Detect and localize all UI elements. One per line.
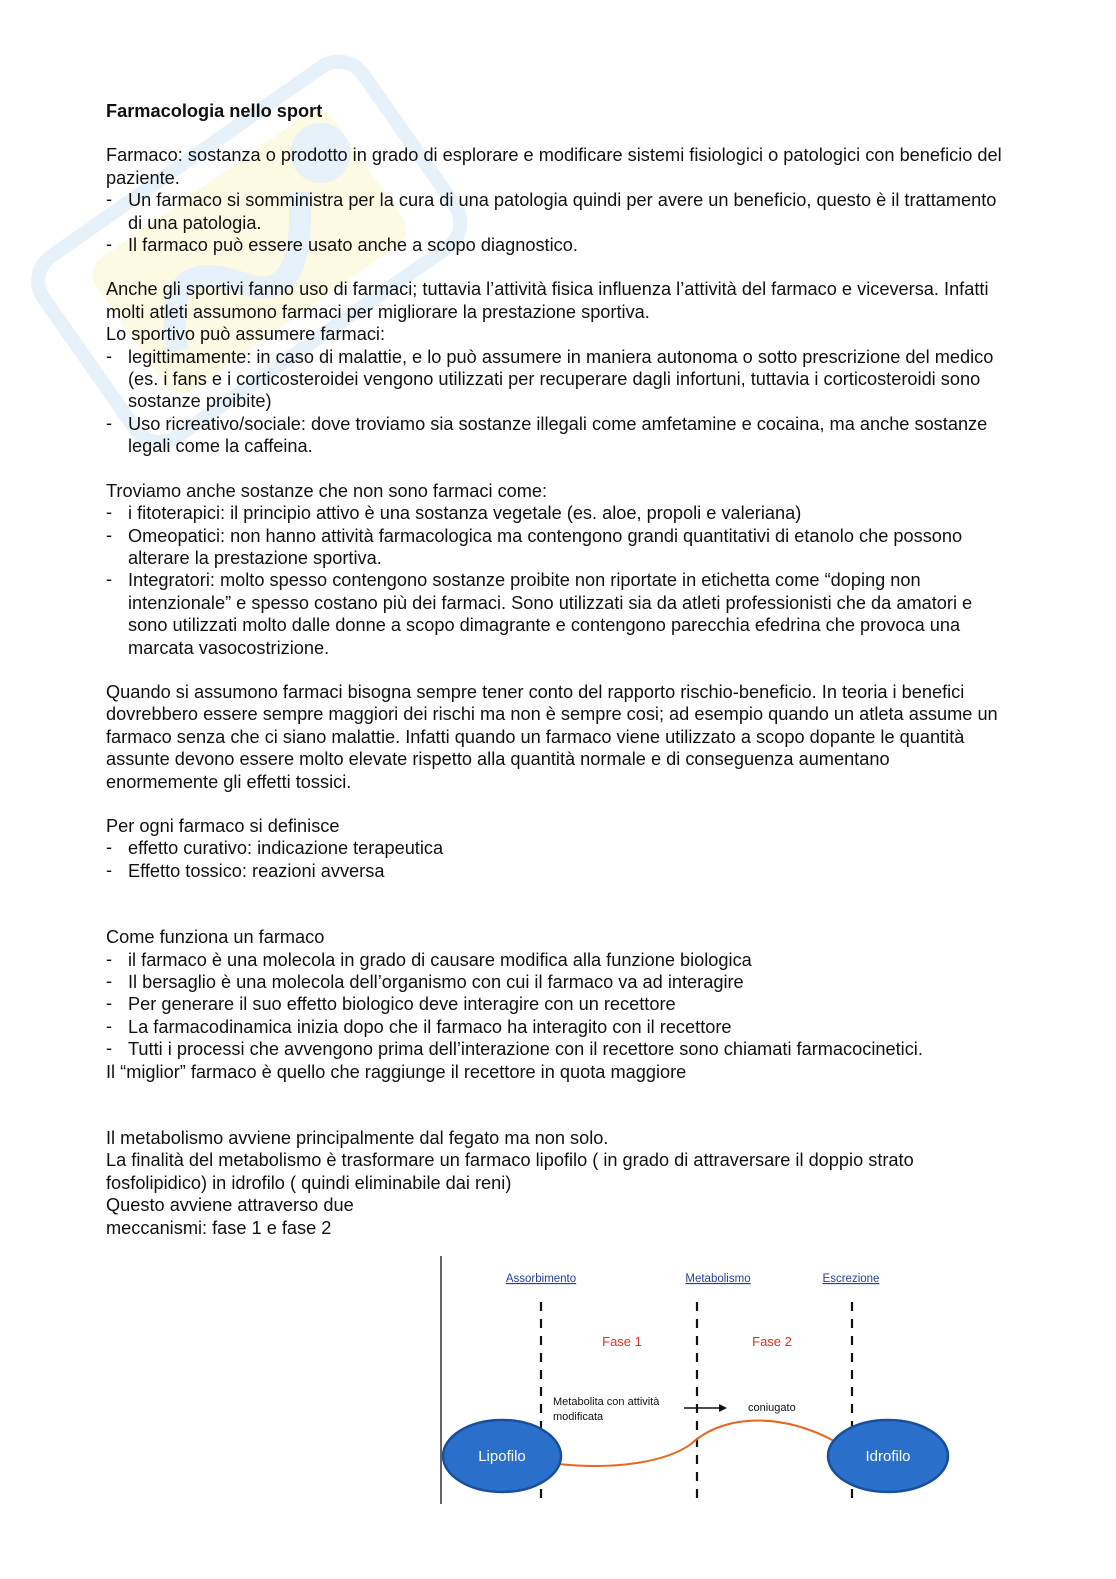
bullet-list bbox=[106, 346, 1006, 458]
paragraph: Anche gli sportivi fanno uso di farmaci; tuttavia l’attività fisica influenza l’attività del farmaco e viceversa. Infatti molti atleti assumono farmaci per migliorare la prestazione sportiva. bbox=[106, 279, 989, 322]
coniugato-label: coniugato bbox=[748, 1402, 796, 1414]
column-label-metabolismo: Metabolismo bbox=[685, 1273, 751, 1285]
paragraph: Lo sportivo può assumere farmaci: bbox=[106, 324, 386, 345]
fase1-label: Fase 1 bbox=[602, 1334, 642, 1349]
list-item: - Il farmaco può essere usato anche a scopo diagnostico. bbox=[106, 234, 1006, 256]
section-funziona bbox=[106, 926, 1006, 1083]
idrofilo-label: Idrofilo bbox=[865, 1448, 911, 1465]
fase2-label: Fase 2 bbox=[752, 1334, 792, 1349]
list-item: - il farmaco è una molecola in grado di causare modifica alla funzione biologica bbox=[106, 949, 1006, 971]
paragraph: Per ogni farmaco si definisce bbox=[106, 815, 340, 836]
list-item: - Il bersaglio è una molecola dell’organismo con cui il farmaco va ad interagire bbox=[106, 971, 1006, 993]
column-label-assorbimento: Assorbimento bbox=[505, 1273, 577, 1285]
list-item: - Un farmaco si somministra per la cura di una patologia quindi per avere un beneficio, questo è il trattamento di una patologia. bbox=[106, 189, 1006, 234]
paragraph: Questo avviene attraverso due bbox=[106, 1195, 354, 1216]
paragraph: Farmaco: sostanza o prodotto in grado di esplorare e modificare sistemi fisiologici o patologici con beneficio del paziente. bbox=[106, 145, 1002, 188]
list-item: - Uso ricreativo/sociale: dove troviamo sia sostanze illegali come amfetamine e cocaina, ma anche sostanze legali come la caffeina. bbox=[106, 413, 1006, 458]
arrow-head-icon bbox=[719, 1404, 727, 1412]
lipofilo-label: Lipofilo bbox=[478, 1448, 526, 1465]
metabolita-label-line2: modificata bbox=[553, 1411, 604, 1423]
section-sportivi bbox=[106, 278, 1006, 457]
list-item: - Tutti i processi che avvengono prima dell’interazione con il recettore sono chiamati farmacocinetici. bbox=[106, 1038, 1006, 1060]
document-body bbox=[106, 100, 1006, 1239]
list-item: - La farmacodinamica inizia dopo che il farmaco ha interagito con il recettore bbox=[106, 1016, 1006, 1038]
list-item: - Effetto tossico: reazioni avversa bbox=[106, 860, 1006, 882]
document-title: Farmacologia nello sport bbox=[106, 101, 323, 121]
section-rischio bbox=[106, 681, 1006, 793]
metabolism-diagram bbox=[436, 1252, 956, 1512]
section-intro bbox=[106, 144, 1006, 256]
bullet-list bbox=[106, 949, 1006, 1061]
paragraph: Quando si assumono farmaci bisogna sempre tener conto del rapporto rischio-beneficio. In teoria i benefici dovrebbero essere sempre maggiori dei rischi ma non è sempre cosi; ad esempio quando un atleta assume un farmaco senza che ci siano malattie. Infatti quando un farmaco viene utilizzato a scopo dopante le quantità assunte devono essere molto elevate rispetto alla quantità normale e di conseguenza aumentano enormemente gli effetti tossici. bbox=[106, 681, 998, 792]
section-metabolismo bbox=[106, 1127, 1006, 1239]
diagram-svg bbox=[436, 1252, 956, 1512]
paragraph: Troviamo anche sostanze che non sono farmaci come: bbox=[106, 480, 548, 501]
bullet-list bbox=[106, 189, 1006, 256]
column-label-escrezione: Escrezione bbox=[822, 1273, 880, 1285]
paragraph: Come funziona un farmaco bbox=[106, 927, 325, 948]
paragraph: Il metabolismo avviene principalmente dal fegato ma non solo. bbox=[106, 1128, 609, 1149]
metabolita-label-line1: Metabolita con attività bbox=[553, 1396, 660, 1408]
section-definisce bbox=[106, 815, 1006, 882]
list-item: - Integratori: molto spesso contengono sostanze proibite non riportate in etichetta come “doping non intenzionale” e spesso costano più dei farmaci. Sono utilizzati sia da atleti professionisti che da amatori e sono utilizzati molto dalle donne a scopo dimagrante e contengono parecchia efedrina che provoca una marcata vasocostrizione. bbox=[106, 569, 1006, 659]
paragraph: Il “miglior” farmaco è quello che raggiunge il recettore in quota maggiore bbox=[106, 1061, 687, 1082]
bullet-list bbox=[106, 502, 1006, 659]
list-item: - effetto curativo: indicazione terapeutica bbox=[106, 837, 1006, 859]
bullet-list bbox=[106, 837, 1006, 882]
section-non-farmaci bbox=[106, 480, 1006, 659]
list-item: - Omeopatici: non hanno attività farmacologica ma contengono grandi quantitativi di etanolo che possono alterare la prestazione sportiva. bbox=[106, 525, 1006, 570]
list-item: - legittimamente: in caso di malattie, e lo può assumere in maniera autonoma o sotto prescrizione del medico (es. i fans e i corticosteroidei vengono utilizzati per recuperare dagli infortuni, tuttavia i corticosteroidi sono sostanze proibite) bbox=[106, 346, 1006, 413]
paragraph: La finalità del metabolismo è trasformare un farmaco lipofilo ( in grado di attraversare il doppio strato fosfolipidico) in idrofilo ( quindi eliminabile dai reni) bbox=[106, 1150, 914, 1193]
list-item: - Per generare il suo effetto biologico deve interagire con un recettore bbox=[106, 993, 1006, 1015]
paragraph: meccanismi: fase 1 e fase 2 bbox=[106, 1217, 332, 1238]
list-item: - i fitoterapici: il principio attivo è una sostanza vegetale (es. aloe, propoli e valeriana) bbox=[106, 502, 1006, 524]
